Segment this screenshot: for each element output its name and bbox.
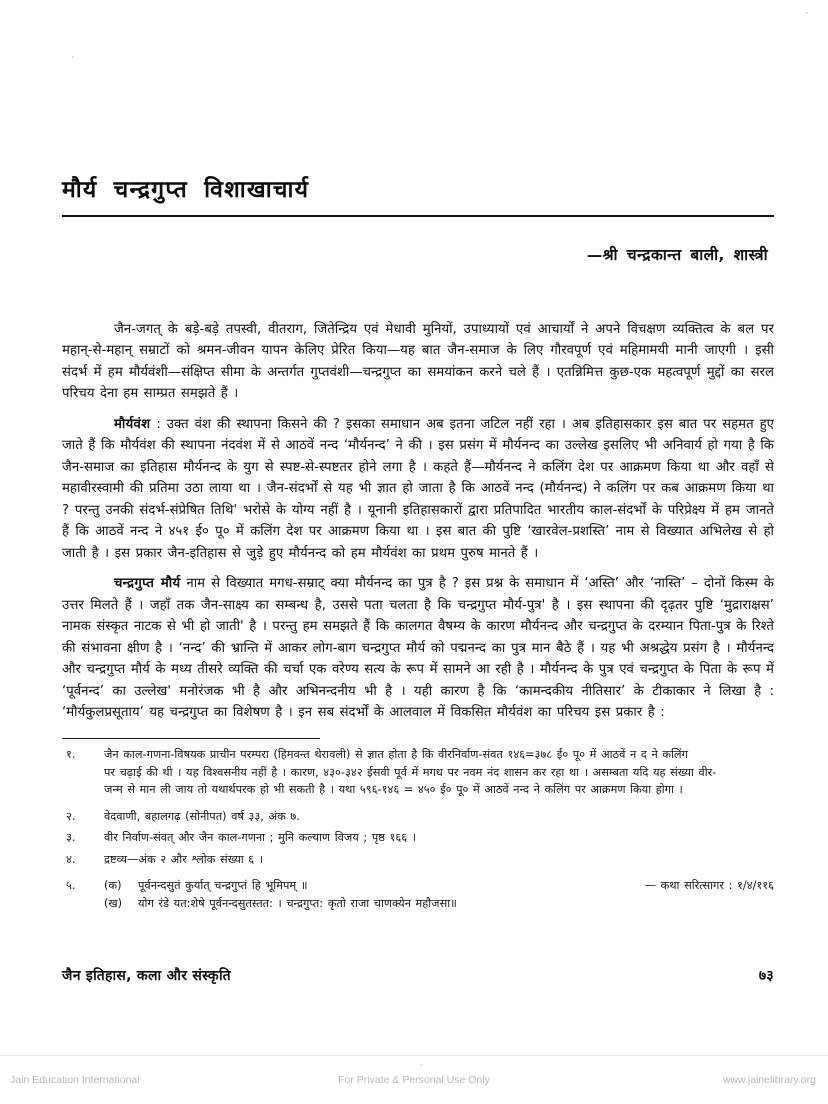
footnote-item-five <box>62 877 774 912</box>
footer-publication-title: जैन इतिहास, कला और संस्कृति <box>62 968 231 984</box>
footnote-item <box>62 746 774 799</box>
footnote-item <box>62 851 774 869</box>
footnote-body <box>104 746 774 799</box>
scan-watermark-bar <box>0 1055 828 1104</box>
scan-website-link[interactable]: www.jainelibrary.org <box>722 1074 816 1086</box>
footnote-list <box>62 746 774 912</box>
footnote-item <box>62 808 774 826</box>
footnote-line: पर चढ़ाई की थी । यह विश्वसनीय नहीं है । कारण, ४३०-३४२ ईसवी पूर्व में मगध पर नवम नंद शासन कर रहा था । असम्बता यदि यह संख्या वीर- <box>104 765 717 779</box>
footnote-number: ४. <box>66 852 76 866</box>
footnote-number: ३. <box>66 831 76 845</box>
footnote-verse: योग रंडे यत:शेषे पूर्वनन्दसुतस्तत: । चन्द्रगुप्त: कृतो राजा चाणक्येन महौजसा॥ <box>138 896 457 910</box>
footnote-line: वेदवाणी, बहालगढ़ (सोनीपत) वर्ष ३३, अंक ७. <box>104 809 300 823</box>
paragraph-3-lead: चन्द्रगुप्त मौर्य <box>114 576 181 592</box>
footnote-subitem-kha <box>104 895 774 913</box>
footnote-item <box>62 829 774 847</box>
paragraph-1-text: जैन-जगत् के बड़े-बड़े तपस्वी, वीतराग, जितेन्द्रिय एवं मेधावी मुनियों, उपाध्यायों एवं आचार्यों ने अपने विचक्षण व्यक्तित्व के बल पर महान्-से-महान् सम्राटों को श्रमन-जीवन यापन केलिए प्रेरित किया—यह बात जैन-समाज के लिए गौरवपूर्ण एवं महिमामयी मानी जाएगी । इसी संदर्भ में हम मौर्यवंशी—संक्षिप्त सीमा के अन्तर्गत गुप्तवंशी—चन्द्रगुप्त का समयांकन करने चले हैं । एतन्निमित्त कुछ-एक महत्वपूर्ण मुद्दों का सरल परिचय देना हम साम्प्रत समझते हैं । <box>62 321 774 402</box>
footnote-subitem-ka <box>104 877 774 895</box>
title-divider <box>62 215 774 217</box>
footnote-body <box>104 851 774 869</box>
title-block <box>62 0 774 217</box>
page-title: मौर्य चन्द्रगुप्त विशाखाचार्य <box>62 177 310 203</box>
page-number: ७३ <box>758 968 774 984</box>
scan-org-label: Jain Education International <box>10 1074 140 1086</box>
author-byline: —श्री चन्द्रकान्त बाली, शास्त्री <box>586 245 768 264</box>
footnote-body <box>104 829 774 847</box>
paragraph-2 <box>62 414 774 565</box>
footnote-subitem-text <box>138 877 774 895</box>
page-content <box>62 0 774 916</box>
footnote-line: द्रष्टव्य—अंक २ और श्लोक संख्या ६ । <box>104 852 264 866</box>
footnote-body <box>104 877 774 912</box>
article-body <box>62 319 774 724</box>
footnote-line: जन्म से मान ली जाय तो यथार्थपरक हो भी सकती है । यथा ५९६-१४६ = ४५० ई० पू० में आठवें नन्द ने कलिंग पर आक्रमण किया होगा । <box>104 783 683 797</box>
paragraph-3 <box>62 573 774 724</box>
footnote-subitem-text <box>138 895 774 913</box>
scan-usage-label: For Private & Personal Use Only <box>338 1074 490 1086</box>
footnote-subitem-mark: (क) <box>104 879 122 893</box>
footnote-citation: — कथा सरित्सागर : १/४/११६ <box>644 879 774 893</box>
footnote-body <box>104 808 774 826</box>
paragraph-3-text: नाम से विख्यात मगध-सम्राट् क्या मौर्यनन्द का पुत्र है ? इस प्रश्न के समाधान में ‘अस्ति’ और ‘नास्ति’ – दोनों किस्म के उत्तर मिलते हैं । जहाँ तक जैन-साक्ष्य का सम्बन्ध है, उससे पता चलता है कि चन्द्रगुप्त मौर्य-पुत्र' है । इस स्थापना की दृढ़तर पुष्टि ‘मुद्राराक्षस’ नामक संस्कृत नाटक से भी हो जाती' है । परन्तु हम समझते हैं कि कालगत वैषम्य के कारण मौर्यनन्द और चन्द्रगुप्त के दरम्यान पिता-पुत्र के रिश्ते की संभावना क्षीण है । ‘नन्द’ की भ्रान्ति में आकर लोग-बाग चन्द्रगुप्त मौर्य को पद्मनन्द का पुत्र मान बैठे हैं । यह भी अश्रद्धेय प्रसंग है । मौर्यनन्द और चन्द्रगुप्त मौर्य के मध्य तीसरे व्यक्ति की चर्चा एक वरेण्य सत्य के रूप में सामने आ रही है । मौर्यनन्द के पुत्र एवं चन्द्रगुप्त के पिता के रूप में ‘पूर्वनन्द’ का उल्लेख' मनोरंजक भी है और अभिनन्दनीय भी है । यही कारण है कि ‘कामन्दकीय नीतिसार’ के टीकाकार ने लिखा है : ‘मौर्यकुलप्रसूताय’ यह चन्द्रगुप्त का विशेषण है । इन सब संदर्भों के आलवाल में विकसित मौर्यवंश का परिचय इस प्रकार है : <box>62 576 774 721</box>
footnote-line: वीर निर्वाण-संवत् और जैन काल-गणना ; मुनि कल्याण विजय ; पृष्ठ १६६ । <box>104 831 416 845</box>
footnote-number: २. <box>66 809 76 823</box>
footnote-number: १. <box>66 748 76 762</box>
footnote-number: ५. <box>66 879 76 893</box>
footnote-divider <box>62 738 320 740</box>
paragraph-2-text: : उक्त वंश की स्थापना किसने की ? इसका समाधान अब इतना जटिल नहीं रहा । अब इतिहासकार इस बात पर सहमत हुए जाते हैं कि मौर्यवंश की स्थापना नंदवंश में से आठवें नन्द ‘मौर्यनन्द’ ने की । इस प्रसंग में मौर्यनन्द का उल्लेख इसलिए भी अनिवार्य हो गया है कि जैन-समाज का इतिहास मौर्यनन्द के युग से स्पष्ट-से-स्पष्टतर होने लगा है । कहते हैं—मौर्यनन्द ने कलिंग देश पर आक्रमण किया था और वहाँ से महावीरस्वामी की प्रतिमा उठा लाया था । जैन-संदर्भों से यह भी ज्ञात हो जाता है कि आठवें नन्द (मौर्यनन्द) ने कलिंग पर कब आक्रमण किया था ? परन्तु उनकी संदर्भ-संप्रेषित तिथि' भरोसे के योग्य नहीं है । यूनानी इतिहासकारों द्वारा प्रतिपादित भारतीय काल-संदर्भों के परिप्रेक्ष्य में हम जानते हैं कि आठवें नन्द ने ४५१ ई० पू० में कलिंग देश पर आक्रमण किया था । इस बात की पुष्टि ‘खारवेल-प्रशस्ति’ नाम से विख्यात अभिलेख से हो जाती है । इस प्रकार जैन-इतिहास से जुड़े हुए मौर्यनन्द को हम मौर्यवंश का प्रथम पुरुष मानते हैं । <box>62 416 774 561</box>
scan-speck <box>806 12 808 14</box>
footnote-verse: पूर्वनन्दसुतं कुर्यात् चन्द्रगुप्तं हि भूमिपम् ॥ <box>138 879 308 893</box>
paragraph-1 <box>62 319 774 405</box>
footnote-line: जैन काल-गणना-विषयक प्राचीन परम्परा (हिमवन्त थेरावली) से ज्ञात होता है कि वीरनिर्वाण-संवत १४६=३७८ ई० पू० में आठवें न द ने कलिंग <box>104 748 688 762</box>
running-footer <box>62 966 774 985</box>
scan-speck <box>420 1064 422 1066</box>
footnote-subitem-mark: (ख) <box>104 896 123 910</box>
scan-watermark-inner <box>0 1056 828 1104</box>
paragraph-2-lead: मौर्यवंश <box>114 416 151 432</box>
